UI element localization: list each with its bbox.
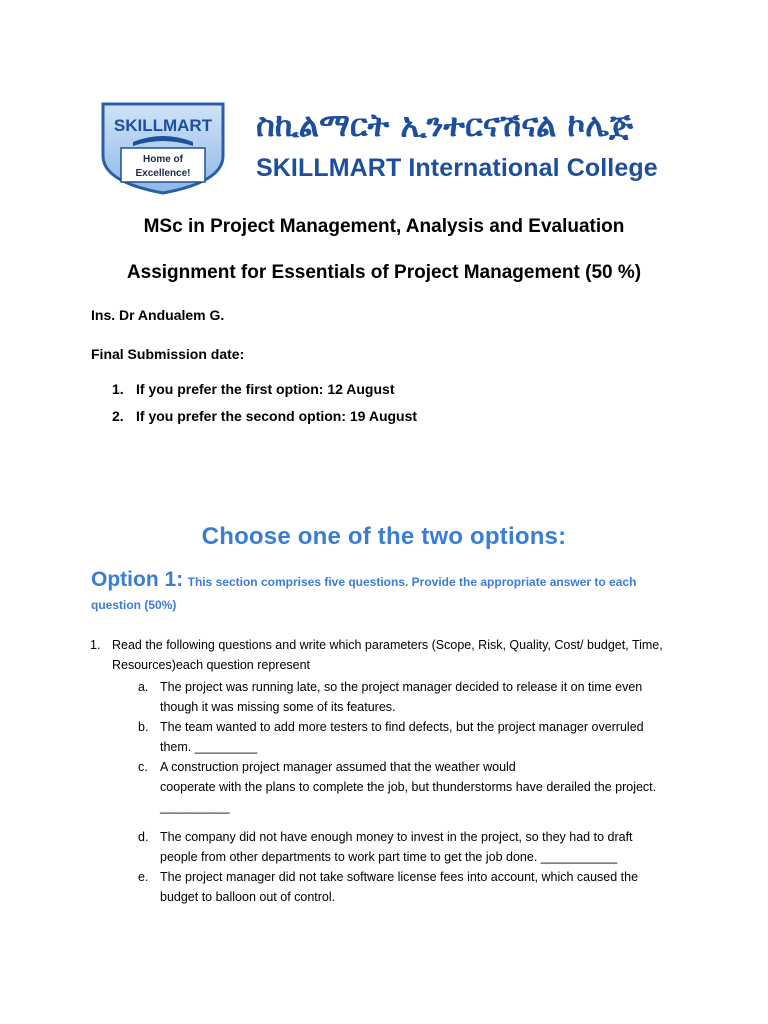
question-1-text: 1. Read the following questions and write which parameters (Scope, Risk, Quality, Cost/ budget, Time, Resources)each question represent — [90, 638, 663, 672]
list-item: e. The project manager did not take software license fees into account, which caused the budget to balloon out of control. — [138, 870, 639, 904]
question-1-items — [90, 677, 710, 907]
list-item: a. The project was running late, so the project manager decided to release it on time even though it was missing some of its features. — [138, 680, 643, 714]
list-item: c. A construction project manager assumed that the weather would cooperate with the plans to complete the job, but thunderstorms have derailed the project. __________ — [138, 760, 657, 814]
list-item: d. The company did not have enough money to invest in the project, so they had to draft people from other departments to work part time to get the job done. ___________ — [138, 830, 633, 864]
college-title-amharic: ስኪልማርት ኢንተርናሽናል ኮሌጅ — [256, 106, 633, 144]
assignment-title: Assignment for Essentials of Project Management (50 %) — [126, 262, 642, 283]
option1-intro-cont: question (50%) — [91, 598, 177, 612]
choose-heading: Choose one of the two options: — [201, 523, 567, 550]
college-title-english: SKILLMART International College — [256, 154, 658, 182]
deadline-options-list — [112, 381, 417, 435]
college-logo — [99, 100, 227, 196]
instructor-name: Ins. Dr Andualem G. — [91, 307, 225, 323]
list-item: b. The team wanted to add more testers to find defects, but the project manager overruled them. _________ — [138, 720, 644, 754]
logo-name: SKILLMART — [113, 116, 213, 135]
deadline-option: 2. If you prefer the second option: 19 August — [112, 408, 418, 424]
option1-label: Option 1: — [91, 568, 184, 591]
deadline-label: Final Submission date: — [91, 346, 245, 362]
option1-heading — [91, 568, 691, 612]
question-1 — [90, 635, 710, 907]
logo-tagline-2: Excellence! — [135, 168, 191, 179]
program-title: MSc in Project Management, Analysis and Evaluation — [143, 216, 625, 237]
option1-intro: This section comprises five questions. Provide the appropriate answer to each — [187, 575, 637, 589]
deadline-option: 1. If you prefer the first option: 12 August — [112, 381, 395, 397]
logo-tagline-1: Home of — [143, 154, 183, 165]
